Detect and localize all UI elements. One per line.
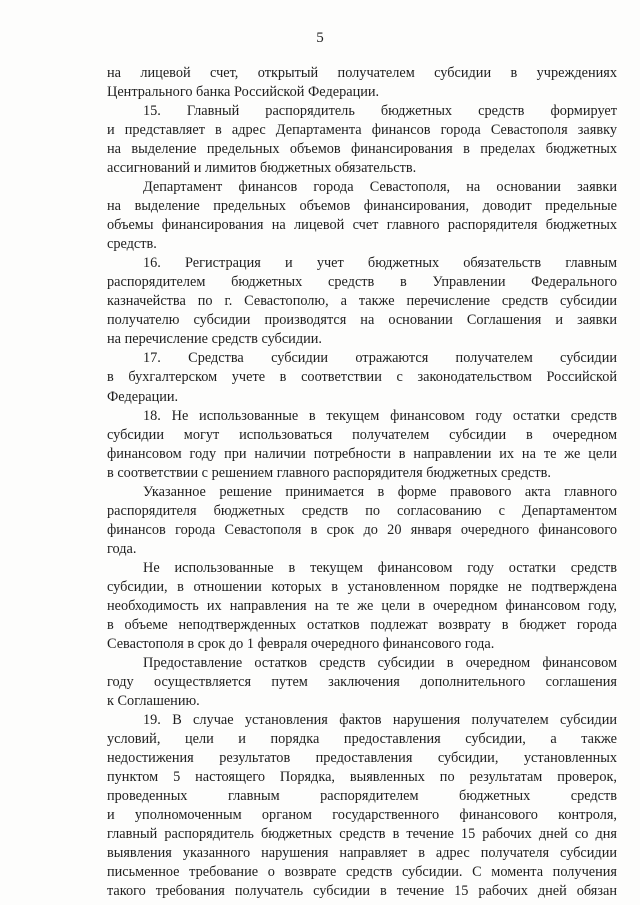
text-line: на лицевой счет, открытый получателем субсидии в учреждениях (107, 65, 617, 81)
text-line: на перечисление средств субсидии. (107, 331, 322, 348)
text-line: Указанное решение принимается в форме правового акта главного (143, 483, 617, 500)
text-line: ассигнований и лимитов бюджетных обязательств. (107, 160, 417, 177)
text-line: финансовом году при наличии потребности в направлении их на те же цели (107, 445, 617, 462)
text-line: к Соглашению. (107, 692, 200, 709)
text-line: выявления указанного нарушения направляет в адрес получателя субсидии (107, 845, 617, 862)
text-line: и представляет в адрес Департамента финансов города Севастополя заявку (107, 122, 617, 139)
text-line: финансов города Севастополя в срок до 20 января очередного финансового (107, 521, 617, 538)
page-number: 5 (316, 30, 324, 46)
text-line: в бухгалтерском учете в соответствии с законодательством Российской (107, 369, 617, 386)
text-line: средств. (107, 236, 157, 253)
text-line: казначейства по г. Севастополю, а также перечисление средств субсидии (107, 293, 617, 310)
text-line: Федерации. (107, 388, 179, 405)
text-line: Предоставление остатков средств субсидии в очередном финансовом (143, 654, 617, 671)
text-line: в соответствии с решением главного распорядителя бюджетных средств. (107, 464, 551, 481)
text-line: распорядителем бюджетных средств в Управлении Федерального (107, 274, 617, 291)
text-line: условий, цели и порядка предоставления субсидии, а также (107, 731, 617, 748)
text-line: проведенных главным распорядителем бюджетных средств (107, 788, 617, 805)
text-line: года. (107, 540, 137, 557)
text-line: году осуществляется путем заключения дополнительного соглашения (107, 673, 617, 690)
text-line: 18. Не использованные в текущем финансовом году остатки средств (143, 407, 617, 424)
text-line: Севастополя в срок до 1 февраля очередного финансового года. (107, 635, 495, 652)
text-line: 15. Главный распорядитель бюджетных средств формирует (143, 103, 617, 120)
text-line: и уполномоченным органом государственного финансового контроля, (107, 807, 617, 824)
text-line: главный распорядитель бюджетных средств в течение 15 рабочих дней со дня (107, 826, 617, 843)
text-line: объемы финансирования на лицевой счет главного распорядителя бюджетных (107, 217, 617, 234)
text-line: субсидии, в отношении которых в установленном порядке не подтверждена (107, 578, 617, 595)
text-line: субсидии могут использоваться получателем субсидии в очередном (107, 426, 617, 443)
text-line: получателю субсидии производятся на основании Соглашения и заявки (107, 312, 617, 329)
text-line: в объеме неподтвержденных остатков подлежат возврату в бюджет города (107, 616, 617, 633)
text-line: распорядителя бюджетных средств по согласованию с Департаментом (107, 502, 617, 519)
text-line: Центрального банка Российской Федерации. (107, 84, 380, 101)
text-line: необходимость их направления на те же цели в очередном финансовом году, (107, 597, 617, 614)
text-line: 17. Средства субсидии отражаются получателем субсидии (143, 350, 617, 367)
text-line: 16. Регистрация и учет бюджетных обязательств главным (143, 255, 617, 272)
text-line: 19. В случае установления фактов нарушения получателем субсидии (143, 712, 617, 729)
text-line: Департамент финансов города Севастополя, на основании заявки (143, 179, 617, 196)
text-line: недостижения результатов предоставления субсидии, установленных (107, 750, 617, 767)
text-line: письменное требование о возврате средств субсидии. С момента получения (107, 864, 617, 881)
text-line: на выделение предельных объемов финансирования в пределах бюджетных (107, 141, 617, 158)
text-line: такого требования получатель субсидии в течение 15 рабочих дней обязан (107, 883, 617, 900)
text-line: пунктом 5 настоящего Порядка, выявленных по результатам проверок, (107, 769, 617, 786)
text-line: Не использованные в текущем финансовом году остатки средств (143, 559, 617, 576)
text-line: на выделение предельных объемов финансирования, доводит предельные (107, 198, 617, 215)
